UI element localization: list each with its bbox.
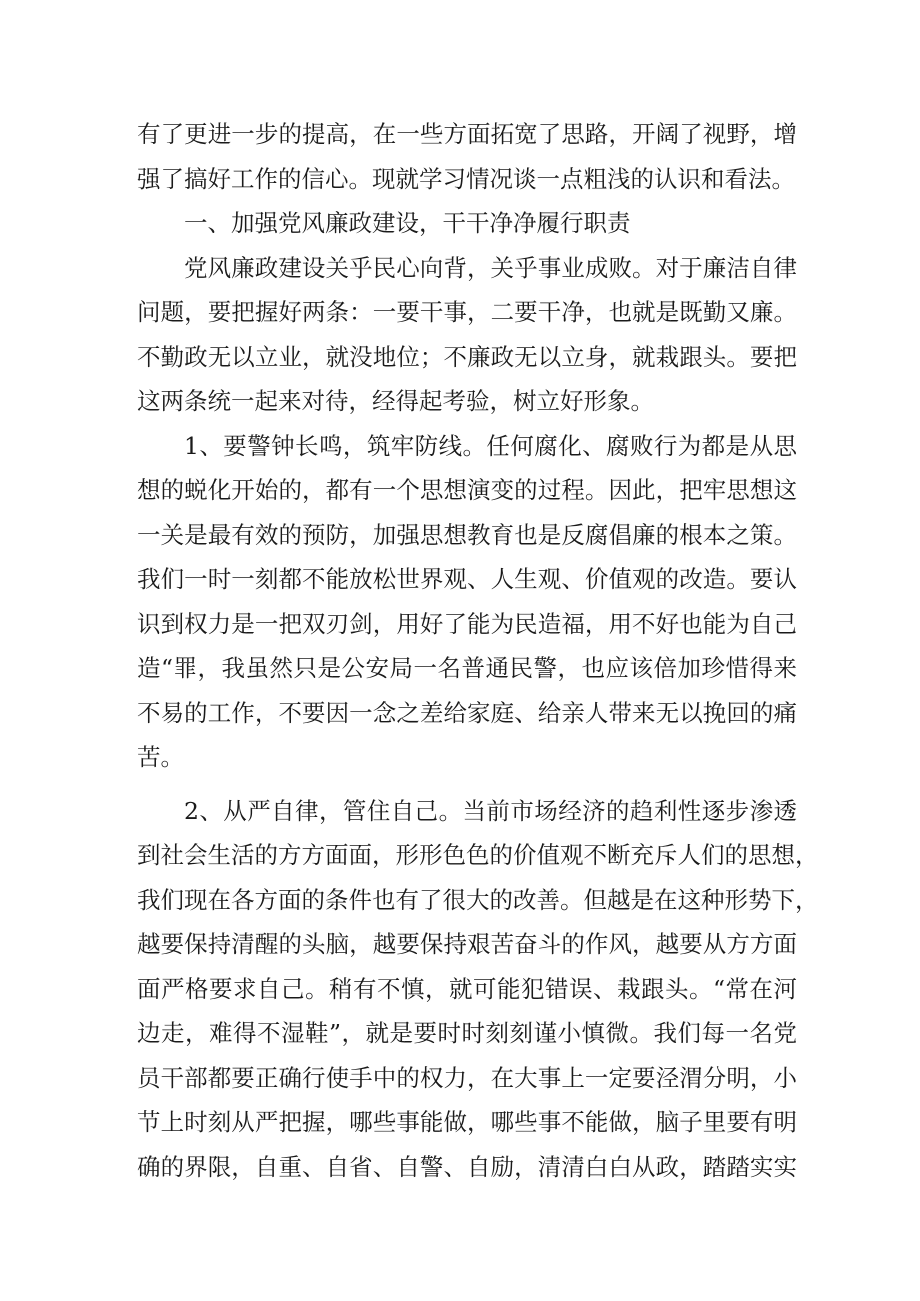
- paragraph-spacer: [137, 780, 797, 789]
- text-line: 我们现在各方面的条件也有了很大的改善。但越是在这种形势下，: [137, 885, 819, 914]
- text-line: 造“罪，我虽然只是公安局一名普通民警，也应该倍加珍惜得来: [137, 654, 797, 682]
- document-body: [137, 112, 819, 1189]
- text-line: 一关是最有效的预防，加强思想教育也是反腐倡廉的根本之策。: [137, 520, 797, 549]
- text-line: 不易的工作，不要因一念之差给家庭、给亲人带来无以挽回的痛: [137, 698, 797, 727]
- text-line: 员干部都要正确行使手中的权力，在大事上一定要泾渭分明，小: [137, 1063, 797, 1092]
- text-line: 苦。: [137, 743, 184, 771]
- text-line: 1、要警钟长鸣，筑牢防线。任何腐化、腐败行为都是从思: [184, 431, 797, 460]
- text-line: 确的界限，自重、自省、自警、自励，清清白白从政，踏踏实实: [137, 1152, 797, 1181]
- text-line: 我们一时一刻都不能放松世界观、人生观、价值观的改造。要认: [137, 565, 797, 593]
- text-line: 这两条统一起来对待，经得起考验，树立好形象。: [137, 387, 654, 415]
- text-line: 面严格要求自己。稍有不慎，就可能犯错误、栽跟头。“常在河: [137, 974, 797, 1003]
- text-line: 不勤政无以立业，就没地位；不廉政无以立身，就栽跟头。要把: [137, 342, 797, 371]
- text-line: 边走，难得不湿鞋”，就是要时时刻刻谨小慎微。我们每一名党: [137, 1019, 797, 1047]
- text-line: 2、从严自律，管住自己。当前市场经济的趋利性逐步渗透: [184, 796, 797, 825]
- text-line: 到社会生活的方方面面，形形色色的价值观不断充斥人们的思想，: [137, 841, 819, 869]
- text-line: 强了搞好工作的信心。现就学习情况谈一点粗浅的认识和看法。: [137, 164, 795, 193]
- text-line: 节上时刻从严把握，哪些事能做，哪些事不能做，脑子里要有明: [137, 1108, 797, 1136]
- section-heading: 一、加强党风廉政建设，干干净净履行职责: [184, 209, 631, 237]
- text-line: 问题，要把握好两条：一要干事，二要干净，也就是既勤又廉。: [137, 298, 797, 326]
- text-line: 越要保持清醒的头脑，越要保持艰苦奋斗的作风，越要从方方面: [137, 930, 797, 958]
- text-line: 有了更进一步的提高，在一些方面拓宽了思路，开阔了视野，增: [137, 120, 797, 148]
- text-line: 党风廉政建设关乎民心向背，关乎事业成败。对于廉洁自律: [184, 253, 797, 282]
- text-line: 识到权力是一把双刃剑，用好了能为民造福，用不好也能为自己: [137, 609, 797, 638]
- text-line: 想的蜕化开始的，都有一个思想演变的过程。因此，把牢思想这: [137, 476, 797, 504]
